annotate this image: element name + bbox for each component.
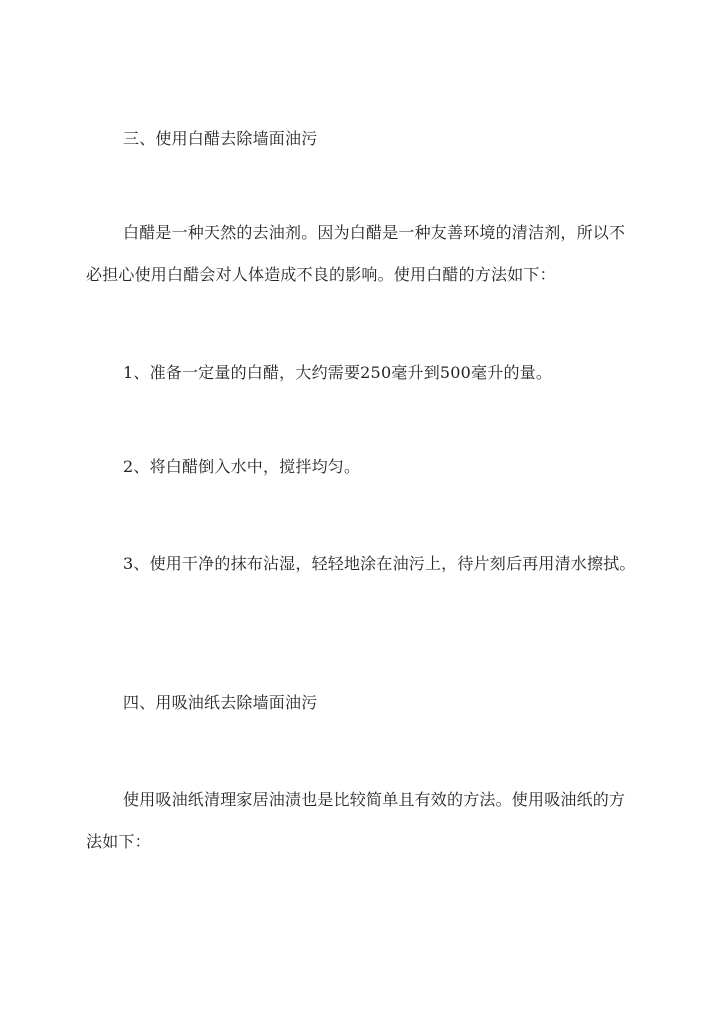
step-item-2: 2、将白醋倒入水中，搅拌均匀。	[123, 457, 361, 476]
step-item-1: 1、准备一定量的白醋，大约需要250毫升到500毫升的量。	[123, 363, 553, 382]
section-intro-vinegar: 白醋是一种天然的去油剂。因为白醋是一种友善环境的清洁剂，所以不必担心使用白醋会对人体造成不良的影响。使用白醋的方法如下：	[86, 223, 626, 284]
step-item-3: 3、使用干净的抹布沾湿，轻轻地涂在油污上，待片刻后再用清水擦拭。	[123, 554, 636, 573]
section-heading-vinegar: 三、使用白醋去除墙面油污	[123, 129, 318, 148]
section-intro-blotting-paper: 使用吸油纸清理家居油渍也是比较简单且有效的方法。使用吸油纸的方法如下：	[86, 790, 626, 851]
section-heading-blotting-paper: 四、用吸油纸去除墙面油污	[123, 693, 318, 712]
